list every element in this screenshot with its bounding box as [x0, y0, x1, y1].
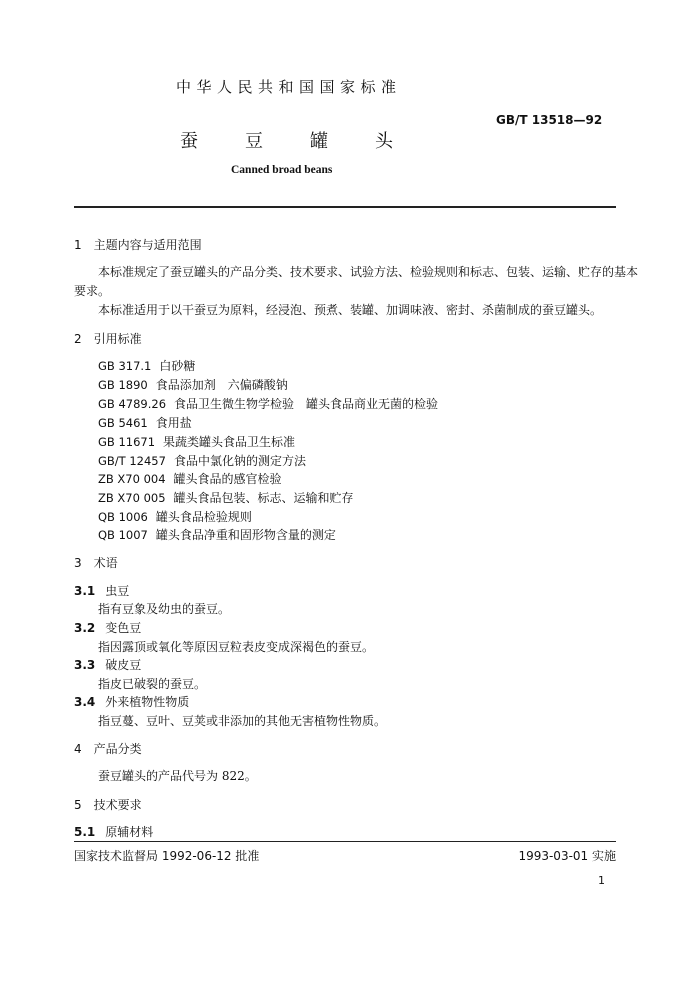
section-1-paragraph-1-line-2: 要求。	[74, 284, 111, 298]
reference-code: GB/T 12457	[98, 454, 166, 468]
issued-date: 国家技术监督局 1992-06-12 批准	[74, 849, 260, 863]
reference-item	[98, 357, 195, 374]
reference-code: ZB X70 005	[98, 491, 166, 505]
reference-item	[98, 470, 282, 487]
term-definition: 指有豆象及幼虫的蚕豆。	[98, 602, 231, 616]
reference-title: 食品卫生微生物学检验 罐头食品商业无菌的检验	[174, 397, 439, 411]
footer-divider	[74, 841, 616, 842]
reference-code: GB 1890	[98, 378, 148, 392]
section-1-heading: 1 主题内容与适用范围	[74, 238, 202, 252]
title-char: 豆	[245, 131, 263, 151]
reference-code: GB 317.1	[98, 359, 152, 373]
term-definition: 指皮已破裂的蚕豆。	[98, 677, 207, 691]
reference-title: 罐头食品净重和固形物含量的测定	[155, 528, 336, 542]
reference-title: 食品中氯化钠的测定方法	[173, 454, 306, 468]
reference-item	[98, 376, 288, 393]
reference-code: QB 1006	[98, 510, 148, 524]
section-5-heading: 5 技术要求	[74, 798, 142, 812]
document-title	[180, 127, 440, 153]
reference-code: GB 5461	[98, 416, 148, 430]
subsection-title: 原辅材料	[105, 825, 154, 839]
national-standard-label: 中华人民共和国国家标准	[176, 78, 402, 96]
term-heading	[74, 582, 129, 599]
section-4-heading: 4 产品分类	[74, 742, 142, 756]
reference-item	[98, 433, 295, 450]
reference-item	[98, 395, 438, 412]
term-heading	[74, 619, 141, 636]
reference-title: 果蔬类罐头食品卫生标准	[163, 435, 296, 449]
reference-code: ZB X70 004	[98, 472, 166, 486]
term-name: 变色豆	[105, 621, 142, 635]
reference-code: GB 4789.26	[98, 397, 167, 411]
reference-title: 罐头食品包装、标志、运输和贮存	[173, 491, 354, 505]
title-char: 头	[375, 131, 393, 151]
reference-title: 罐头食品的感官检验	[173, 472, 282, 486]
header-divider	[74, 206, 616, 208]
reference-title: 罐头食品检验规则	[155, 510, 252, 524]
reference-item	[98, 526, 336, 543]
term-heading	[74, 693, 189, 710]
term-definition: 指因露顶或氧化等原因豆粒表皮变成深褐色的蚕豆。	[98, 640, 375, 654]
term-name: 外来植物性物质	[105, 695, 190, 709]
term-number: 3.1	[74, 584, 96, 598]
subsection-5-1-heading	[74, 823, 153, 840]
reference-item	[98, 414, 192, 431]
reference-item	[98, 508, 252, 525]
standard-number: GB/T 13518—92	[496, 113, 603, 127]
term-number: 3.3	[74, 658, 96, 672]
reference-code: GB 11671	[98, 435, 156, 449]
section-3-heading: 3 术语	[74, 556, 118, 570]
reference-title: 食用盐	[155, 416, 192, 430]
term-definition: 指豆蔓、豆叶、豆荚或非添加的其他无害植物性物质。	[98, 714, 387, 728]
reference-title: 食品添加剂 六偏磷酸钠	[155, 378, 288, 392]
term-name: 虫豆	[105, 584, 130, 598]
reference-item	[98, 452, 306, 469]
title-char: 蚕	[180, 131, 198, 151]
reference-code: QB 1007	[98, 528, 148, 542]
term-name: 破皮豆	[105, 658, 142, 672]
reference-item	[98, 489, 354, 506]
term-heading	[74, 656, 141, 673]
section-4-paragraph: 蚕豆罐头的产品代号为 822。	[98, 769, 257, 783]
term-number: 3.2	[74, 621, 96, 635]
document-title-english: Canned broad beans	[231, 164, 333, 176]
reference-title: 白砂糖	[159, 359, 196, 373]
page-number: 1	[598, 874, 605, 887]
section-1-paragraph-1-line-1: 本标准规定了蚕豆罐头的产品分类、技术要求、试验方法、检验规则和标志、包装、运输、贮存的基本	[98, 265, 639, 279]
subsection-number: 5.1	[74, 825, 96, 839]
title-char: 罐	[310, 131, 328, 151]
section-2-heading: 2 引用标准	[74, 332, 142, 346]
term-number: 3.4	[74, 695, 96, 709]
implementation-date: 1993-03-01 实施	[518, 849, 616, 863]
section-1-paragraph-2: 本标准适用于以干蚕豆为原料，经浸泡、预煮、装罐、加调味液、密封、杀菌制成的蚕豆罐头。	[98, 303, 603, 317]
